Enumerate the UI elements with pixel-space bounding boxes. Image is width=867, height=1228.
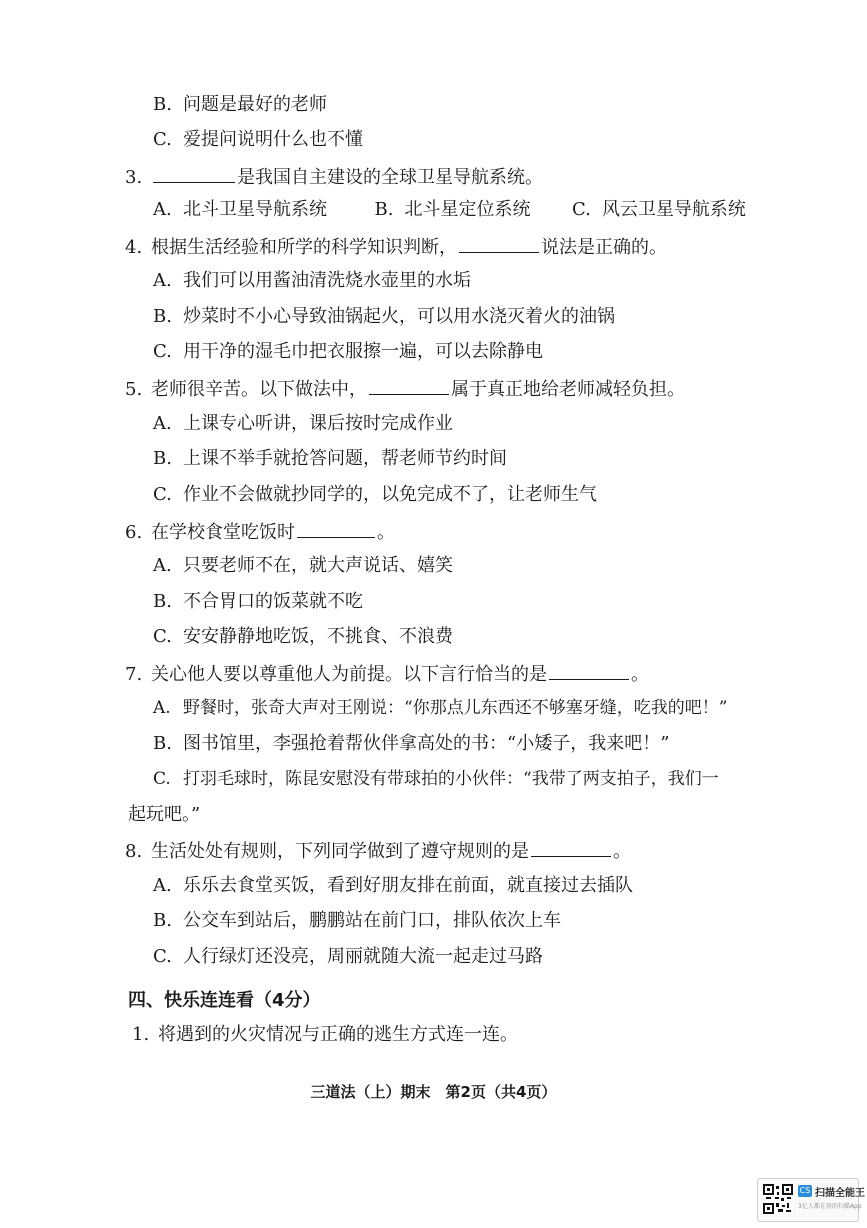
- q3-options: [153, 198, 746, 222]
- option-letter: C.: [153, 769, 171, 789]
- q4-option-c: [153, 340, 543, 364]
- question-text: 将遇到的火灾情况与正确的逃生方式连一连。: [158, 1024, 518, 1045]
- answer-blank: [549, 661, 629, 680]
- option-letter: B.: [153, 733, 172, 754]
- section-4-title: 四、快乐连连看（4分）: [128, 990, 321, 1011]
- qr-code-icon: [763, 1184, 793, 1214]
- question-number: 6.: [125, 522, 143, 543]
- question-number: 4.: [125, 237, 143, 258]
- option-text: 北斗星定位系统: [404, 199, 531, 220]
- option-text-continued: 起玩吧。”: [128, 804, 201, 825]
- option-letter: A.: [153, 875, 172, 896]
- question-text-after: 。: [613, 841, 631, 862]
- option-letter: B.: [153, 306, 172, 327]
- option-text: 作业不会做就抄同学的，以免完成不了，让老师生气: [183, 484, 597, 505]
- option-text: 我们可以用酱油清洗烧水壶里的水垢: [183, 270, 471, 291]
- option-text: 北斗卫星导航系统: [183, 199, 327, 220]
- option-text: 图书馆里，李强抢着帮伙伴拿高处的书：“小矮子，我来吧！”: [183, 733, 670, 754]
- option-letter: B.: [153, 448, 172, 469]
- option-text: 打羽毛球时，陈昆安慰没有带球拍的小伙伴：“我带了两支拍子，我们一: [183, 769, 719, 789]
- answer-blank: [369, 376, 449, 395]
- q8-option-c: [153, 945, 543, 969]
- option-text: 公交车到站后，鹏鹏站在前门口，排队依次上车: [183, 910, 561, 931]
- option-text: 不合胃口的饭菜就不吃: [183, 591, 363, 612]
- q2-option-c: [153, 128, 363, 152]
- question-text-before: 根据生活经验和所学的科学知识判断，: [151, 237, 457, 258]
- q4-stem: [125, 234, 667, 260]
- question-number: 1.: [132, 1024, 150, 1045]
- q3-option-a: [153, 199, 327, 220]
- question-text: 是我国自主建设的全球卫星导航系统。: [237, 167, 543, 188]
- q7-option-c-continued: [128, 803, 200, 827]
- q6-option-b: [153, 590, 363, 614]
- page-footer: 三道法（上）期末 第2页（共4页）: [310, 1083, 557, 1101]
- answer-blank: [297, 519, 375, 538]
- option-letter: A.: [153, 698, 171, 718]
- scanner-watermark: [757, 1178, 865, 1222]
- question-number: 7.: [125, 664, 143, 685]
- option-text: 风云卫星导航系统: [601, 199, 746, 220]
- question-text-before: 生活处处有规则，下列同学做到了遵守规则的是: [151, 841, 529, 862]
- q3-stem: [125, 164, 543, 190]
- option-text: 人行绿灯还没亮，周丽就随大流一起走过马路: [183, 946, 543, 967]
- option-text: 问题是最好的老师: [183, 94, 327, 115]
- option-letter: C.: [571, 199, 591, 220]
- q5-option-b: [153, 447, 507, 471]
- q3-option-c: [572, 199, 746, 220]
- scanner-tagline: 3亿人都在用的扫描App: [798, 1203, 862, 1210]
- question-number: 5.: [125, 379, 143, 400]
- option-text: 只要老师不在，就大声说话、嬉笑: [183, 555, 453, 576]
- option-text: 用干净的湿毛巾把衣服擦一遍，可以去除静电: [183, 341, 543, 362]
- option-letter: A.: [153, 199, 172, 220]
- option-letter: B.: [153, 910, 172, 931]
- q4-option-b: [153, 305, 615, 329]
- option-letter: C.: [153, 129, 172, 150]
- question-number: 8.: [125, 841, 143, 862]
- scanner-app-name: 扫描全能王: [815, 1188, 865, 1199]
- q8-option-a: [153, 874, 633, 898]
- q3-option-b: [374, 199, 530, 220]
- option-letter: B.: [153, 94, 172, 115]
- q7-option-c: [153, 767, 719, 791]
- q7-option-a: [153, 696, 727, 720]
- option-letter: B.: [153, 591, 172, 612]
- option-letter: C.: [153, 946, 172, 967]
- answer-blank: [153, 164, 235, 183]
- option-text: 上课专心听讲，课后按时完成作业: [183, 413, 453, 434]
- question-text-before: 老师很辛苦。以下做法中，: [151, 379, 367, 400]
- option-letter: A.: [153, 270, 172, 291]
- question-text-after: 。: [377, 522, 395, 543]
- option-text: 乐乐去食堂买饭，看到好朋友排在前面，就直接过去插队: [183, 875, 633, 896]
- q7-stem: [125, 661, 649, 687]
- q6-option-a: [153, 554, 453, 578]
- option-letter: B.: [374, 199, 394, 220]
- q6-option-c: [153, 625, 453, 649]
- answer-blank: [459, 234, 539, 253]
- option-letter: C.: [153, 484, 172, 505]
- section-4-q1: [132, 1023, 518, 1047]
- question-number: 3.: [125, 167, 143, 188]
- option-text: 安安静静地吃饭，不挑食、不浪费: [183, 626, 453, 647]
- option-text: 爱提问说明什么也不懂: [183, 129, 363, 150]
- q4-option-a: [153, 269, 471, 293]
- option-letter: A.: [153, 413, 172, 434]
- camscanner-logo-icon: CS: [799, 1186, 811, 1195]
- q7-option-b: [153, 732, 669, 756]
- option-letter: A.: [153, 555, 172, 576]
- answer-blank: [531, 838, 611, 857]
- question-text-after: 说法是正确的。: [541, 237, 667, 258]
- q8-stem: [125, 838, 631, 864]
- option-text: 炒菜时不小心导致油锅起火，可以用水浇灭着火的油锅: [183, 306, 615, 327]
- q5-stem: [125, 376, 685, 402]
- question-text-before: 在学校食堂吃饭时: [151, 522, 295, 543]
- q2-option-b: [153, 93, 327, 117]
- q5-option-a: [153, 412, 453, 436]
- question-text-after: 。: [631, 664, 649, 685]
- q6-stem: [125, 519, 395, 545]
- option-text: 野餐时，张奇大声对王刚说：“你那点儿东西还不够塞牙缝，吃我的吧！”: [183, 698, 728, 718]
- q8-option-b: [153, 909, 561, 933]
- option-letter: C.: [153, 626, 172, 647]
- option-letter: C.: [153, 341, 172, 362]
- option-text: 上课不举手就抢答问题，帮老师节约时间: [183, 448, 507, 469]
- question-text-before: 关心他人要以尊重他人为前提。以下言行恰当的是: [151, 664, 547, 685]
- q5-option-c: [153, 483, 597, 507]
- question-text-after: 属于真正地给老师减轻负担。: [451, 379, 685, 400]
